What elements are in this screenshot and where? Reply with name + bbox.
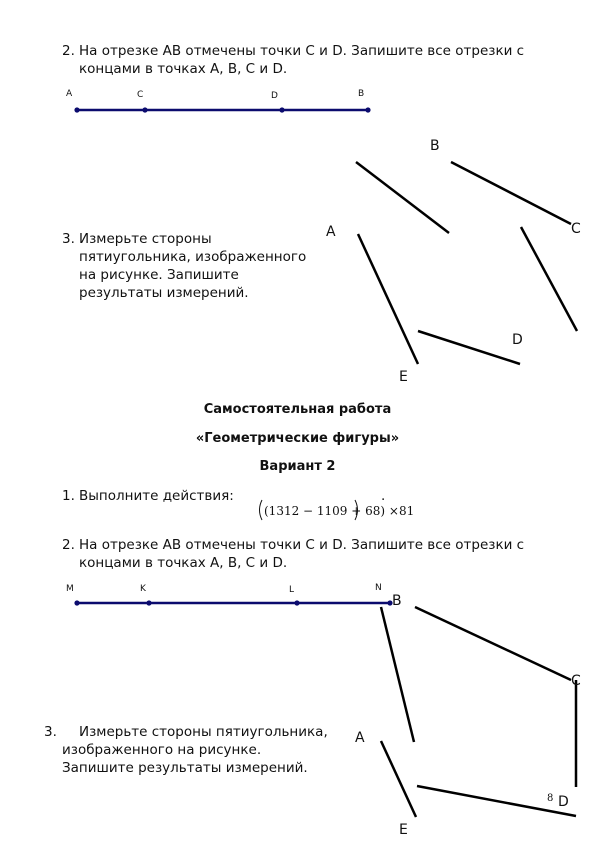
task3-top-line1: Измерьте стороны	[79, 231, 212, 247]
task2-bottom-line1: На отрезке АВ отмечены точки С и D. Запишите все отрезки с	[79, 537, 525, 553]
task3-bottom-number: 3.	[44, 724, 57, 740]
task3-bottom-line2: изображенного на рисунке.	[62, 742, 262, 758]
segment-top-label-a: A	[66, 89, 73, 99]
task3-top-line3: на рисунке. Запишите	[79, 267, 239, 283]
segment-top	[74, 107, 370, 112]
segment-top-label-b: B	[358, 89, 365, 99]
segment-bottom-point-m	[74, 600, 79, 605]
page-number: 8	[547, 793, 554, 804]
segment-top-label-d: D	[271, 91, 278, 101]
segment-top-label-c: C	[137, 90, 144, 100]
task1-trailing-dot: .	[381, 488, 386, 504]
segment-bottom-label-l: L	[289, 585, 295, 595]
worksheet-variant: Вариант 2	[259, 459, 336, 474]
segment-bottom-label-n: N	[375, 583, 382, 593]
worksheet-title: Самостоятельная работа	[203, 402, 392, 417]
pentagon-bottom-label-c: C	[571, 673, 581, 689]
task1-text: Выполните действия:	[79, 488, 234, 504]
pentagon-bottom-label-d: D	[558, 794, 569, 810]
worksheet-subtitle: «Геометрические фигуры»	[195, 431, 400, 446]
task2-bottom-line2: концами в точках А, В, С и D.	[79, 555, 288, 571]
formula-open-paren	[260, 500, 263, 520]
pentagon-bottom-label-e: E	[399, 822, 408, 838]
task1-number: 1.	[62, 488, 75, 504]
pentagon-top-label-d: D	[512, 332, 523, 348]
pentagon-top-label-c: C	[571, 221, 581, 237]
pentagon-top-side-5	[418, 331, 520, 364]
task2-top-line2: концами в точках А, В, С и D.	[79, 61, 288, 77]
pentagon-top	[356, 162, 577, 364]
task2-top-line1: На отрезке АВ отмечены точки С и D. Запишите все отрезки с	[79, 43, 525, 59]
pentagon-bottom-label-b: B	[392, 593, 402, 609]
pentagon-bottom	[381, 607, 576, 817]
segment-top-point-c	[142, 107, 147, 112]
pentagon-top-side-3	[521, 227, 577, 331]
task2-bottom-number: 2.	[62, 537, 75, 553]
pentagon-top-side-1	[356, 162, 449, 233]
task3-top-number: 3.	[62, 231, 75, 247]
segment-bottom	[74, 600, 392, 605]
task3-top-line2: пятиугольника, изображенного	[79, 249, 307, 265]
segment-top-point-d	[279, 107, 284, 112]
task3-bottom-line1: Измерьте стороны пятиугольника,	[79, 724, 328, 740]
pentagon-top-label-a: A	[326, 224, 336, 240]
segment-bottom-point-l	[294, 600, 299, 605]
pentagon-bottom-side-4	[381, 741, 416, 817]
segment-top-point-a	[74, 107, 79, 112]
segment-top-point-b	[365, 107, 370, 112]
pentagon-top-label-b: B	[430, 138, 440, 154]
pentagon-bottom-side-2	[415, 607, 571, 680]
task3-top-line4: результаты измерений.	[79, 285, 249, 301]
pentagon-bottom-label-a: A	[355, 730, 365, 746]
segment-bottom-label-m: M	[66, 584, 74, 594]
pentagon-top-side-2	[451, 162, 571, 224]
segment-bottom-label-k: K	[140, 584, 146, 594]
pentagon-top-label-e: E	[399, 369, 408, 385]
pentagon-bottom-side-1	[381, 607, 414, 742]
pentagon-top-side-4	[358, 234, 418, 364]
task3-bottom-line3: Запишите результаты измерений.	[62, 760, 308, 776]
task2-top-number: 2.	[62, 43, 75, 59]
segment-bottom-point-k	[146, 600, 151, 605]
task1-formula: (1312 − 1109 + 68) ×81	[264, 504, 415, 518]
